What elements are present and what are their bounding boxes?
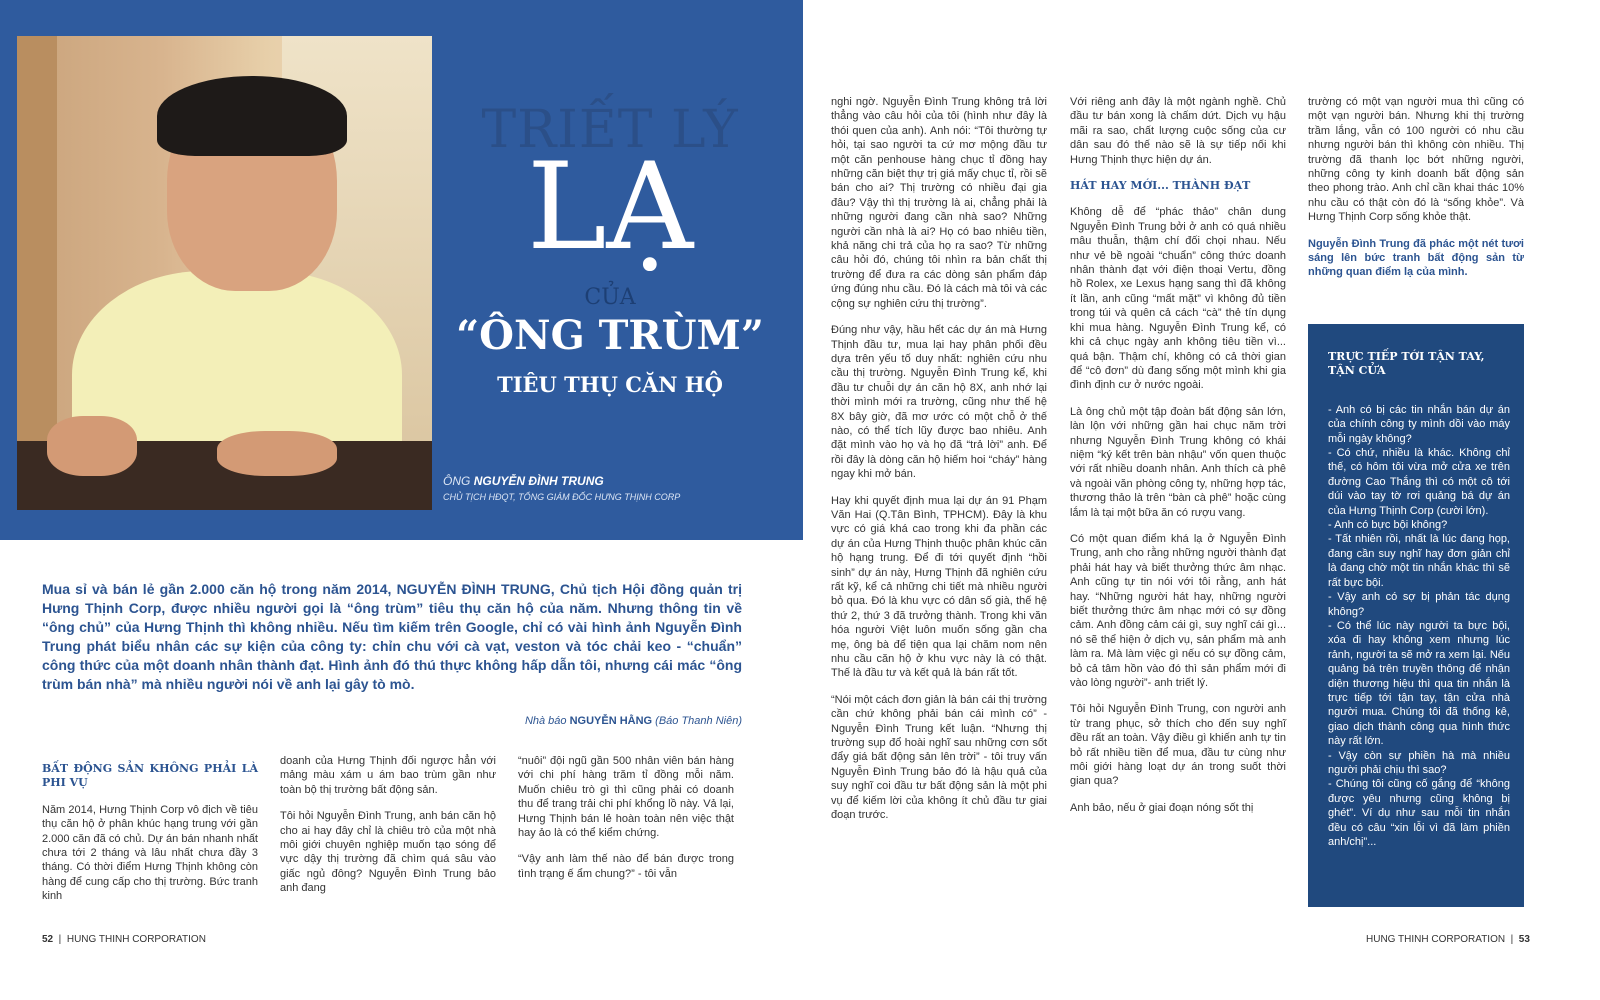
column-4 xyxy=(831,95,1047,835)
paragraph: Với riêng anh đây là một ngành nghề. Chủ đầu tư bán xong là chấm dứt. Dịch vụ hậu mãi ra sao, chất lượng cuộc sống của cư dân sau đó thế nào sẽ là sự tiếp nối khi Hưng Thịnh thực hiện dự án. xyxy=(1070,96,1286,166)
hero-panel xyxy=(0,0,803,540)
paragraph: Anh bảo, nếu ở giai đoạn nóng sốt thị xyxy=(1070,801,1254,814)
column-6 xyxy=(1308,95,1524,292)
title-line-3: CỦA xyxy=(584,285,636,310)
byline: Nhà báo NGUYỄN HẰNG (Báo Thanh Niên) xyxy=(524,715,742,727)
paragraph: Hay khi quyết định mua lại dự án 91 Phạm Văn Hai (Q.Tân Bình, TPHCM). Đây là khu vực có giá khá cao trong khi đa phần các dự án của Hưng Thịnh thuộc phân khúc căn hộ hạng trung. Để đi tới quyết định “hồi sinh” dự án này, Hưng Thịnh đã nghiên cứu rất kỹ, kể cả những chi tiết mà nhiều người bỏ qua. Đó là khu vực có dân số già, thế hệ thứ 2, thứ 3 đã trưởng thành. Trong khi văn hóa người Việt luôn muốn sống gần cha mẹ, ông bà để tiện qua lại chăm nom nên nhu cầu căn hộ ở khu vực này là có thật. Thế là đầu tư và kết quả là bán rất tốt. xyxy=(831,494,1047,680)
paragraph: Năm 2014, Hưng Thịnh Corp vô địch về tiêu thụ căn hộ ở phân khúc hạng trung với gần 2.000 căn đã có chủ. Dự án bán nhanh nhất chưa tới 2 tháng và lâu nhất chưa đầy 3 tháng. Có thời điểm Hưng Thịnh không còn hàng để cung cấp cho thị trường. Bức tranh kinh xyxy=(42,803,258,903)
interview-sidebar xyxy=(1308,324,1524,907)
folio-left: 52 | HUNG THINH CORPORATION xyxy=(42,934,206,945)
paragraph: trường có một vạn người mua thì cũng có một vạn người bán. Nhưng khi thị trường trầm lắng, vẫn có 100 người có nhu cầu nhưng người bán thì không còn nhiều. Thị trường đã thanh lọc bớt những người, những công ty kinh doanh bất động sản theo phong trào. Anh chỉ cần khai thác 10% nhu cầu có thật còn đó là “sống khỏe”. Và Hưng Thịnh Corp sống khỏe thật. xyxy=(1308,96,1524,224)
paragraph: Là ông chủ một tập đoàn bất động sản lớn, làn lộn với những gần hai chục năm trời nhưng Nguyễn Đình Trung không có khái niệm “ký kết trên bàn nhậu” vốn quen thuộc với rất nhiều doanh nhân. Anh thích cà phê và ngoài văn phòng công ty, những hợp tác, thương thảo là trên “bàn cà phê” hoặc cùng lắm là tại một bữa ăn có rượu vang. xyxy=(1070,405,1286,519)
paragraph: “nuôi” đội ngũ gần 500 nhân viên bán hàng với chi phí hàng trăm tỉ đồng mỗi năm. Muốn chiêu trò gì thì cũng phải có doanh thu để trang trải chi phí khổng lồ này. Vả lại, Hưng Thịnh bán lẻ hoàn toàn nên việc thật hay ảo là có thể kiểm chứng. xyxy=(518,755,734,840)
column-2 xyxy=(280,754,496,908)
column-3 xyxy=(518,754,734,893)
paragraph: “Nói một cách đơn giản là bán cái thị trường cần chứ không phải bán cái mình có” - Nguyễn Đình Trung kết luận. “Nhưng thị trường sụp đổ hoài nghĩ sau những cơn sốt đẩy giá bất động sản lên trời” - tôi truy vấn Nguyễn Đình Trung bảo đó là hậu quả của suy nghĩ coi đầu tư bất động sản là một phi vụ để kiếm lời của không ít chủ đầu tư giai đoạn trước. xyxy=(831,693,1047,822)
folio-right: HUNG THINH CORPORATION | 53 xyxy=(1366,934,1530,945)
title-line-2: LẠ xyxy=(526,138,694,277)
title-line-1: TRIẾT LÝ xyxy=(481,100,739,160)
paragraph: doanh của Hưng Thịnh đối ngược hẳn với mảng màu xám u ám bao trùm gần như toàn bộ thị trường bất động sản. xyxy=(280,755,496,796)
paragraph: nghi ngờ. Nguyễn Đình Trung không trả lời thẳng vào câu hỏi của tôi (hình như đây là thói quen của anh). Anh nói: “Tôi thường tự hỏi, tại sao người ta cứ mơ mộng đầu tư một căn penhouse hàng chục tỉ đồng hay những căn biệt thự trị giá mấy chục tỉ, rồi sẽ bán cho ai? Thị trường có nhiều đại gia đâu? Vậy thì thị trường là ai, chẳng phải là những người đang cần nhà sao? Những người cần nhà là ai? Họ có bao nhiêu tiền, khả năng chi trả của họ ra sao? Từ những câu hỏi đó, chúng tôi nhìn ra bản chất thị trường để đưa ra các dòng sản phẩm đáp ứng đúng nhu cầu. Đó là cách mà tôi và các cộng sự nghiên cứu thị trường”. xyxy=(831,96,1047,310)
section-heading: BẤT ĐỘNG SẢN KHÔNG PHẢI LÀ PHI VỤ xyxy=(42,762,258,790)
paragraph: Không dễ để “phác thảo” chân dung Nguyễn Đình Trung bởi ở anh có quá nhiều mâu thuẫn, thậm chí đối chọi nhau. Nếu như vẻ bề ngoài “chuẩn” công thức doanh nhân thành đạt với điện thoại Vertu, đồng hồ Rolex, xe Lexus hạng sang thì đã không ít lần, anh cũng “mất mặt” vì không đủ tiền trong túi và quên cả cách “cà” thẻ tín dụng khi mua hàng. Nguyễn Đình Trung kể, có khi cả chục ngày anh không tiêu tiền vì... quá bận. Thậm chí, không có cả thời gian để “cô đơn” dù đang sống một mình khi gia đình định cư ở nước ngoài. xyxy=(1070,206,1286,392)
article-lede: Mua sỉ và bán lẻ gần 2.000 căn hộ trong năm 2014, NGUYỄN ĐÌNH TRUNG, Chủ tịch Hội đồng quản trị Hưng Thịnh Corp, được nhiều người gọi là “ông trùm” tiêu thụ căn hộ của năm. Nhưng thông tin về “ông chủ” của Hưng Thịnh thì không nhiều. Nếu tìm kiếm trên Google, chỉ có vài hình ảnh Nguyễn Đình Trung phát biểu nhân các sự kiện của công ty: chỉn chu với cà vạt, veston và tóc chải keo - “chuẩn” công thức của một doanh nhân thành đạt. Hình ảnh đó thú thực không hấp dẫn tôi, nhưng cái mác “ông trùm bán nhà” mà nhiều người nói về anh lại gây tò mò. xyxy=(42,581,742,692)
paragraph: Tôi hỏi Nguyễn Đình Trung, anh bán căn hộ cho ai hay đây chỉ là chiêu trò của một nhà môi giới chuyên nghiệp muốn tạo sóng để vực dậy thị trường đã chìm quá sâu vào giấc ngủ đông? Nguyễn Đình Trung bảo anh đang xyxy=(280,810,496,895)
column-5 xyxy=(1070,95,1286,827)
title-line-4: “ÔNG TRÙM” xyxy=(456,312,764,359)
paragraph: “Vậy anh làm thế nào để bán được trong tình trạng ế ẩm chung?” - tôi vẫn xyxy=(518,853,734,880)
column-1 xyxy=(42,762,258,916)
paragraph: Có một quan điểm khá lạ ở Nguyễn Đình Trung, anh cho rằng những người thành đạt phải hát hay và biết thưởng thức âm nhạc. Anh cũng tự tin nói với tôi rằng, anh hát hay. “Những người hát hay, những người biết thưởng thức âm nhạc mới có sự đồng cảm. Anh đồng cảm cái gì, suy nghĩ cái gì... nó sẽ thể hiện ở dịch vụ, sản phẩm mà anh làm ra. Mà làm việc gì nếu có sự đồng cảm, bỏ cả tâm hồn vào đó thì sản phẩm mới đi vào lòng người”- anh triết lý. xyxy=(1070,532,1286,690)
paragraph: Tôi hỏi Nguyễn Đình Trung, con người anh từ trang phục, sở thích cho đến suy nghĩ đều rất an toàn. Vậy điều gì khiến anh tự tin bỏ rất nhiều tiền để mua, đầu tư cùng như môi giới hàng loạt dự án trong suốt thời gian qua? xyxy=(1070,703,1286,788)
sidebar-heading: TRỰC TIẾP TỚI TẬN TAY, TẬN CỬA xyxy=(1328,350,1485,378)
section-heading: HÁT HAY MỚI... THÀNH ĐẠT xyxy=(1070,179,1251,193)
photo-caption-name: ÔNG NGUYỄN ĐÌNH TRUNG xyxy=(443,474,604,488)
paragraph: Đúng như vậy, hầu hết các dự án mà Hưng Thịnh đầu tư, mua lại hay phân phối đều dựa trên yếu tố duy nhất: nghiên cứu nhu cầu thị trường. Nguyễn Đình Trung kể, khi đầu tư chuỗi dự án căn hộ 8X, anh nhớ lại thời mình mới ra trường, cũng như thế hệ 8X bây giờ, đã mơ ước có một chỗ ở thế nào, có thể tích lũy được bao nhiêu. Anh đặt mình vào họ và họ đã “trả lời” anh. Để rồi đây là dòng căn hộ hiếm hoi “cháy” hàng ngay khi mở bán. xyxy=(831,324,1047,481)
closing-paragraph: Nguyễn Đình Trung đã phác một nét tươi sáng lên bức tranh bất động sản từ những quan điểm lạ của mình. xyxy=(1308,237,1524,279)
portrait-photo xyxy=(17,36,432,510)
title-line-5: TIÊU THỤ CĂN HỘ xyxy=(497,372,723,397)
photo-caption-role: CHỦ TỊCH HĐQT, TỔNG GIÁM ĐỐC HƯNG THỊNH CORP xyxy=(443,492,681,502)
sidebar-body: - Anh có bị các tin nhắn bán dự án của chính công ty mình dồi vào máy mỗi ngày không? - Có chứ, nhiều là khác. Không chỉ thế, có hôm tôi vừa mở cửa xe trên đường Cao Thắng thì có một cô tới dúi vào tay tờ rơi quảng bá dự án của Hưng Thịnh Corp (cười lớn). - Anh có bực bội không? - Tất nhiên rồi, nhất là lúc đang họp, đang cần suy nghĩ hay đơn giản chỉ là đang chờ một tin nhắn khác thì sẽ rất bực bội. - Vậy anh có sợ bị phản tác dụng không? - Có thể lúc này người ta bực bội, xóa đi hay không xem nhưng lúc rảnh, người ta sẽ mở ra xem lại. Nếu quảng bá trên truyền thông để nhận diện thương hiệu thì qua tin nhắn là trực tiếp tới tận tay, tận cửa nhà người mua. Chúng tôi đã thống kê, giao dịch thành công qua hình thức này rất lớn. - Vậy còn sự phiền hà mà nhiều người phải chịu thì sao? - Chúng tôi cũng cố gắng để “không được yêu nhưng cũng không bị ghét”. Ví dụ như sau mỗi tin nhắn đều có câu “xin lỗi vì đã làm phiền anh/chị”... xyxy=(1328,403,1510,848)
